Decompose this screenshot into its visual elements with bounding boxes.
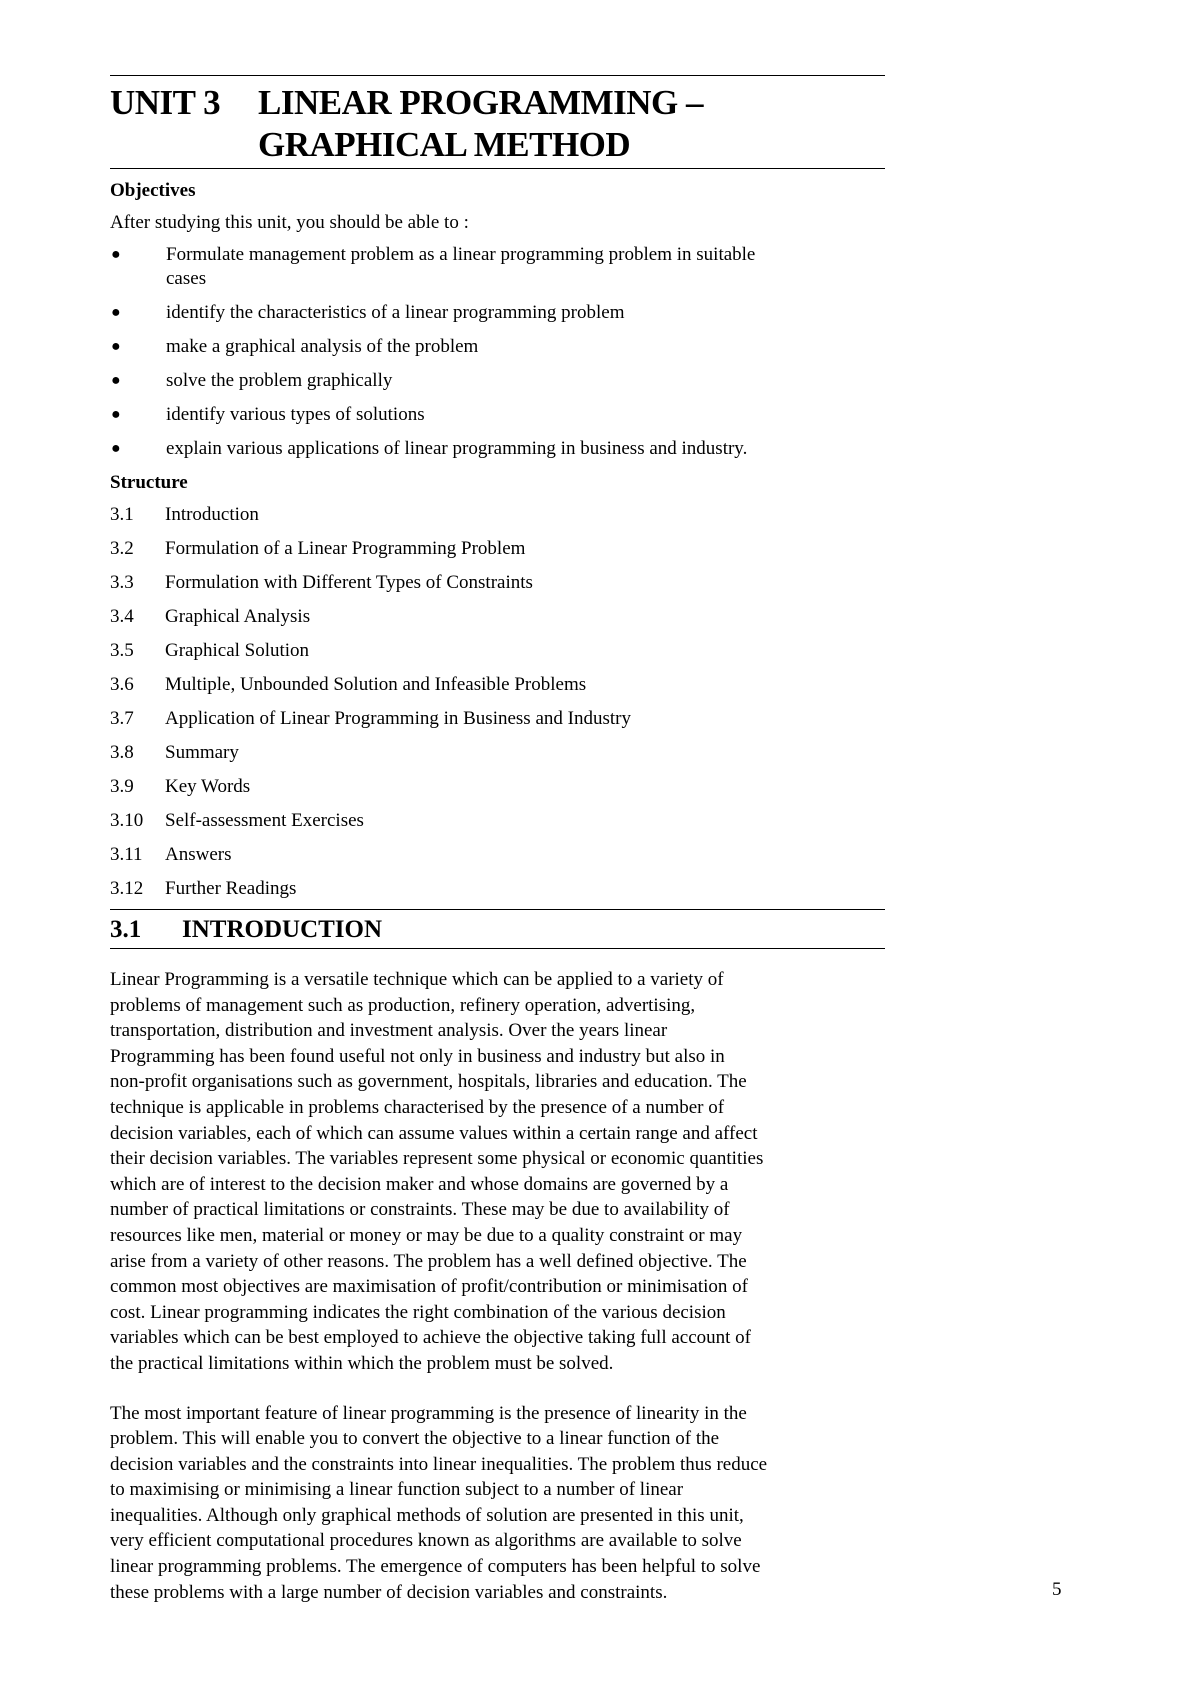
paragraph [110,967,885,1377]
document-page [110,75,885,1605]
section-bottom-rule [110,948,885,949]
text-line: Programming has been found useful not only in business and industry but also in [110,1045,725,1067]
structure-item-number: 3.12 [110,878,144,899]
objectives-list [110,243,885,461]
unit-title [110,76,885,168]
text-line: their decision variables. The variables represent some physical or economic quantities [110,1148,764,1170]
structure-item [110,707,885,731]
section-title: INTRODUCTION [182,916,383,943]
structure-item-number: 3.10 [110,810,144,831]
bullet-icon: ● [111,246,121,263]
text-line: cost. Linear programming indicates the right combination of the various decision [110,1301,726,1323]
structure-item-number: 3.6 [110,674,134,695]
structure-item [110,537,885,561]
bullet-icon: ● [111,304,121,321]
text-line: Linear Programming is a versatile technique which can be applied to a variety of [110,969,724,990]
text-line: the practical limitations within which the problem must be solved. [110,1352,614,1374]
structure-item-label: Summary [165,742,239,763]
bullet-icon: ● [111,372,121,389]
structure-list [110,503,885,901]
list-item [110,335,885,359]
list-item [110,243,885,291]
unit-name [258,82,885,166]
structure-item-number: 3.5 [110,640,134,661]
structure-item [110,775,885,799]
list-item [110,437,885,461]
unit-title-line-2: GRAPHICAL METHOD [258,125,631,164]
section-number: 3.1 [110,916,142,943]
list-item [110,369,885,393]
unit-number: UNIT 3 [110,83,221,122]
bullet-icon: ● [111,338,121,355]
text-line: decision variables, each of which can assume values within a certain range and affect [110,1122,758,1144]
objective-text: explain various applications of linear programming in business and industry. [166,438,748,459]
structure-item [110,843,885,867]
structure-item-number: 3.9 [110,776,134,797]
structure-item [110,741,885,765]
list-item [110,403,885,427]
structure-item [110,605,885,629]
text-line: arise from a variety of other reasons. The problem has a well defined objective. The [110,1250,747,1272]
structure-item-label: Further Readings [165,878,297,899]
text-line: non-profit organisations such as government, hospitals, libraries and education. The [110,1071,747,1093]
text-line: problem. This will enable you to convert the objective to a linear function of the [110,1428,720,1450]
structure-item-label: Application of Linear Programming in Business and Industry [165,708,631,729]
structure-item-label: Self-assessment Exercises [165,810,364,831]
bullet-icon: ● [111,440,121,457]
structure-heading: Structure [110,472,188,493]
objectives-heading: Objectives [110,180,196,201]
unit-title-line-1: LINEAR PROGRAMMING – [258,83,703,122]
text-line: problems of management such as production, refinery operation, advertising, [110,994,696,1016]
structure-item [110,877,885,901]
objective-text: identify the characteristics of a linear programming problem [166,302,625,323]
text-line: these problems with a large number of decision variables and constraints. [110,1581,668,1603]
text-line: transportation, distribution and investment analysis. Over the years linear [110,1020,668,1042]
objective-text: make a graphical analysis of the problem [166,336,479,357]
text-line: common most objectives are maximisation of profit/contribution or minimisation of [110,1276,748,1298]
structure-item [110,639,885,663]
title-bottom-rule [110,168,885,169]
paragraph [110,1401,885,1606]
text-line: inequalities. Although only graphical methods of solution are presented in this unit, [110,1504,744,1526]
text-line: variables which can be best employed to achieve the objective taking full account of [110,1327,752,1349]
structure-item-label: Introduction [165,504,259,525]
text-line: decision variables and the constraints into linear inequalities. The problem thus reduce [110,1453,768,1475]
bullet-icon: ● [111,406,121,423]
page-number: 5 [1052,1579,1062,1600]
objective-text: identify various types of solutions [166,404,425,425]
section-introduction [110,909,885,1605]
text-line: resources like men, material or money or may be due to a quality constraint or may [110,1224,743,1246]
structure-item-number: 3.4 [110,606,134,627]
objective-text: cases [166,268,207,289]
structure-item [110,809,885,833]
text-line: linear programming problems. The emergence of computers has been helpful to solve [110,1556,761,1578]
text-line: to maximising or minimising a linear function subject to a number of linear [110,1479,684,1501]
structure-item-number: 3.11 [110,844,143,865]
structure-item-label: Formulation with Different Types of Constraints [165,572,533,593]
structure-item-label: Key Words [165,776,251,797]
text-line: very efficient computational procedures known as algorithms are available to solve [110,1530,742,1552]
text-line: The most important feature of linear programming is the presence of linearity in the [110,1402,747,1424]
objectives-intro: After studying this unit, you should be able to : [110,212,469,233]
section-heading [110,910,885,948]
structure-item-number: 3.1 [110,504,134,525]
structure-item-number: 3.7 [110,708,134,729]
structure-item [110,503,885,527]
structure-item-number: 3.8 [110,742,134,763]
structure-item [110,673,885,697]
text-line: number of practical limitations or constraints. These may be due to availability of [110,1199,730,1221]
structure-item-label: Formulation of a Linear Programming Problem [165,538,526,559]
structure-item-number: 3.2 [110,538,134,559]
structure-item-label: Graphical Analysis [165,606,311,627]
structure-item-number: 3.3 [110,572,134,593]
objective-text: Formulate management problem as a linear programming problem in suitable [166,244,756,265]
text-line: which are of interest to the decision maker and whose domains are governed by a [110,1173,729,1195]
structure-item [110,571,885,595]
structure-item-label: Graphical Solution [165,640,310,661]
text-line: technique is applicable in problems characterised by the presence of a number of [110,1096,725,1118]
objective-text: solve the problem graphically [166,370,393,391]
list-item [110,301,885,325]
structure-item-label: Multiple, Unbounded Solution and Infeasible Problems [165,674,587,695]
structure-item-label: Answers [165,844,232,865]
